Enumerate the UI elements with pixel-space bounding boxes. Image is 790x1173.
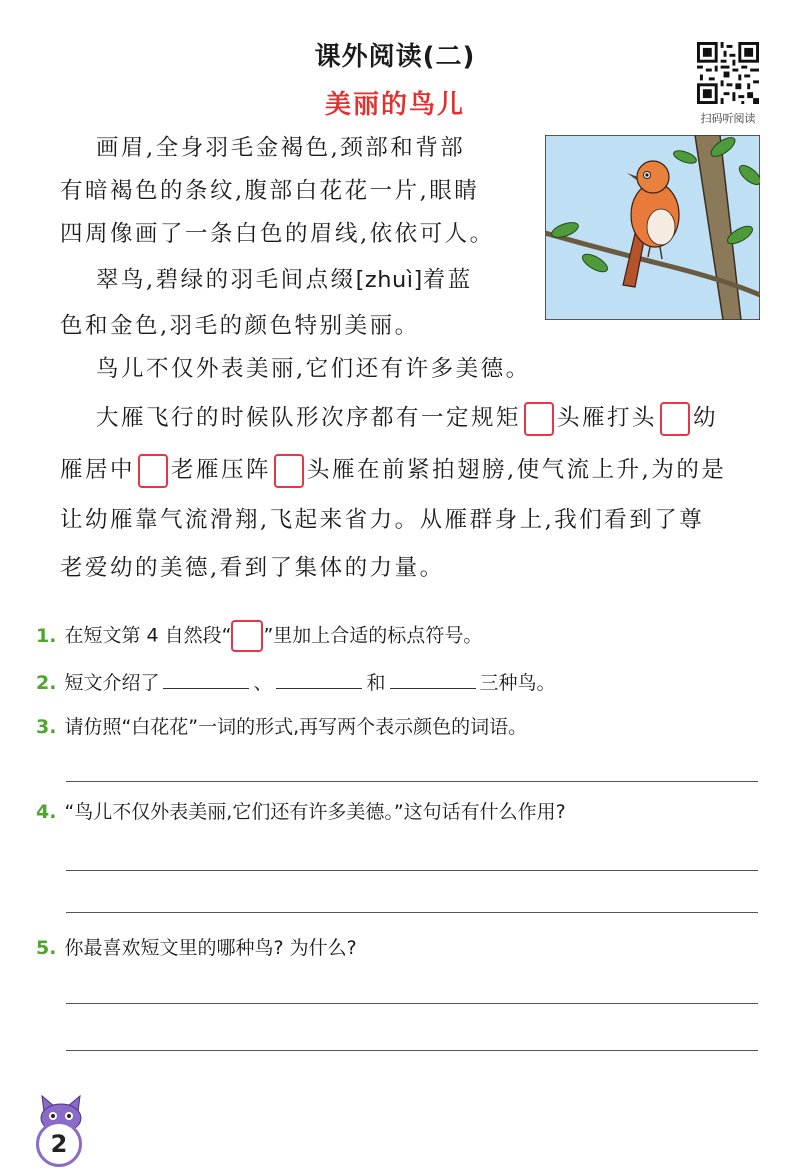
question-5	[36, 933, 357, 963]
punctuation-box[interactable]	[660, 402, 690, 436]
passage-p4-seg4: 雁居中	[60, 457, 136, 483]
passage-p4-line1	[96, 402, 718, 436]
question-text: 在短文第 4 自然段“	[64, 624, 232, 647]
answer-line[interactable]	[66, 781, 758, 782]
answer-line[interactable]	[66, 912, 758, 913]
passage-p4-line2	[60, 454, 726, 488]
question-3	[36, 712, 527, 742]
question-text: 你最喜欢短文里的哪种鸟? 为什么?	[64, 937, 357, 959]
passage-p1-line1: 画眉,全身羽毛金褐色,颈部和背部	[96, 135, 466, 161]
passage-p4-line3: 让幼雁靠气流滑翔,飞起来省力。从雁群身上,我们看到了尊	[60, 507, 705, 533]
passage-p4-line4: 老爱幼的美德,看到了集体的力量。	[60, 555, 445, 581]
page-number: 2	[36, 1121, 82, 1167]
question-number: 3.	[36, 716, 57, 738]
question-number: 2.	[36, 672, 57, 694]
question-number: 4.	[36, 801, 57, 823]
question-4	[36, 797, 566, 827]
answer-blank[interactable]	[390, 668, 476, 689]
punctuation-box[interactable]	[274, 454, 304, 488]
passage-p4-seg3: 幼	[693, 405, 719, 431]
pinyin-annotation: [zhuì]	[355, 267, 423, 293]
passage-p2-line2: 色和金色,羽毛的颜色特别美丽。	[60, 313, 420, 339]
answer-blank[interactable]	[163, 668, 249, 689]
question-number: 5.	[36, 937, 57, 959]
punctuation-box[interactable]	[138, 454, 168, 488]
passage-p2-text-b: 着蓝	[422, 267, 473, 293]
page-title: 课外阅读(二)	[314, 42, 476, 72]
answer-line[interactable]	[66, 870, 758, 871]
passage-p4-seg6: 头雁在前紧拍翅膀,使气流上升,为的是	[307, 457, 727, 483]
passage-p1-line3: 四周像画了一条白色的眉线,依依可人。	[60, 221, 495, 247]
question-text: ”里加上合适的标点符号。	[263, 624, 483, 647]
qr-code[interactable]	[697, 42, 759, 104]
answer-blank[interactable]	[276, 668, 362, 689]
separator: 、	[253, 672, 273, 694]
qr-label: 扫码听阅读	[700, 112, 756, 125]
passage-p4-seg1: 大雁飞行的时候队形次序都有一定规矩	[96, 405, 522, 431]
passage-p1-line2: 有暗褐色的条纹,腹部白花花一片,眼睛	[60, 178, 480, 204]
question-2	[36, 668, 556, 698]
question-1	[36, 620, 482, 652]
answer-line[interactable]	[66, 1050, 758, 1051]
answer-line[interactable]	[66, 1003, 758, 1004]
passage-p3: 鸟儿不仅外表美丽,它们还有许多美德。	[96, 356, 531, 382]
question-text: 三种鸟。	[479, 672, 556, 694]
passage-p4-seg2: 头雁打头	[557, 405, 658, 431]
passage-title: 美丽的鸟儿	[324, 90, 465, 120]
punctuation-box	[231, 620, 263, 652]
punctuation-box[interactable]	[524, 402, 554, 436]
question-text: 请仿照“白花花”一词的形式,再写两个表示颜色的词语。	[64, 716, 528, 738]
bird-illustration	[545, 135, 760, 320]
separator: 和	[366, 672, 386, 694]
question-text: “鸟儿不仅外表美丽,它们还有许多美德。”这句话有什么作用?	[64, 801, 566, 823]
question-number: 1.	[36, 624, 57, 647]
passage-p2-text-a: 翠鸟,碧绿的羽毛间点缀	[96, 267, 356, 293]
passage-p4-seg5: 老雁压阵	[171, 457, 272, 483]
question-text: 短文介绍了	[64, 672, 160, 694]
passage-p2-line1	[96, 265, 473, 295]
